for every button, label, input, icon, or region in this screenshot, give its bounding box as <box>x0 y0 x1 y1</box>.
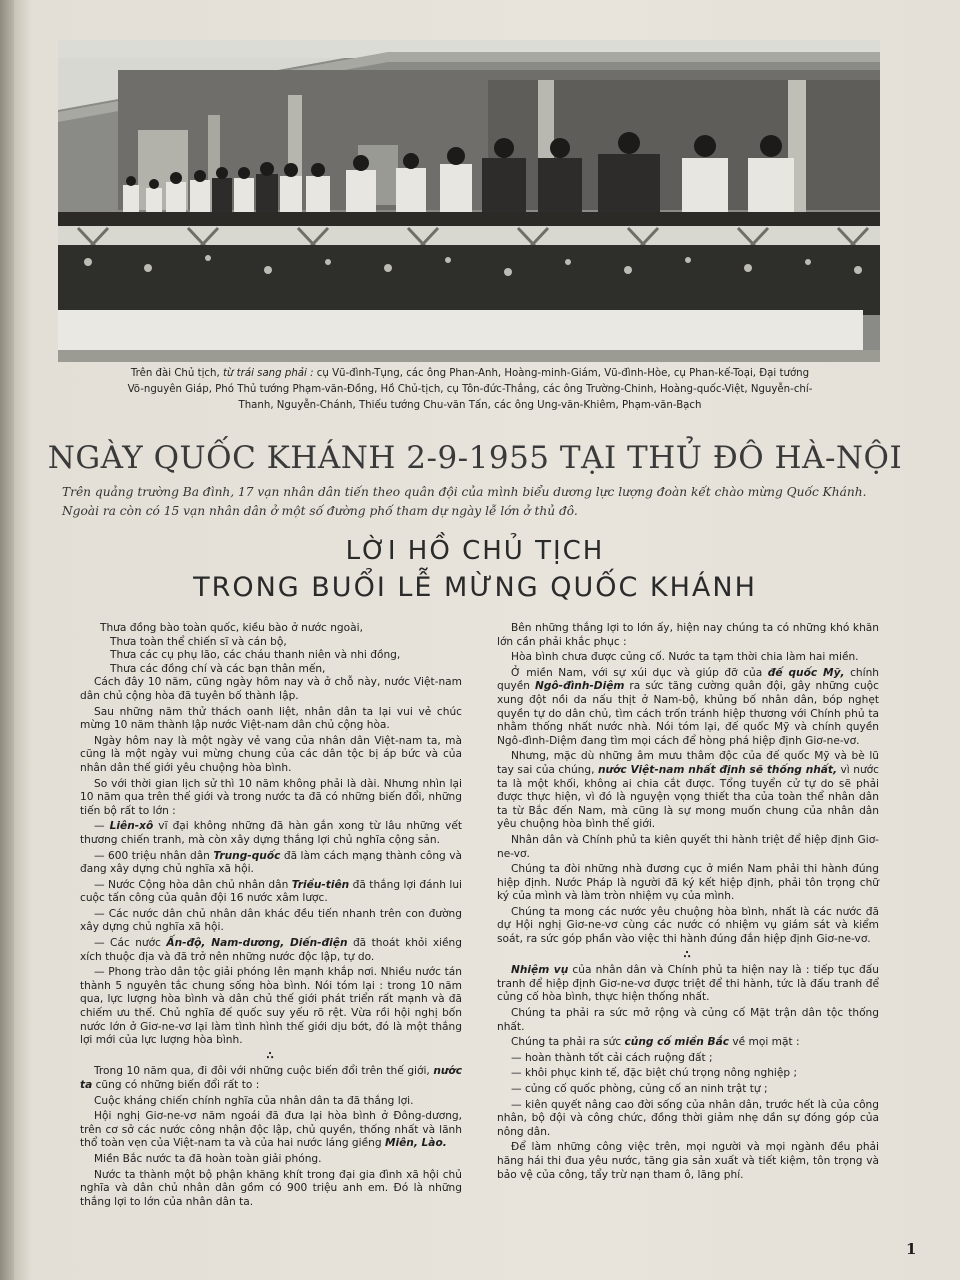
text: đã thắng lợi đánh lui cuộc tấn công của quân đội 16 nước xâm lược. <box>80 878 463 905</box>
emphasis: Triều-tiên <box>291 878 350 891</box>
left-column <box>80 622 462 1211</box>
caption-text: cụ Vũ-đình-Tụng, các ông Phan-Anh, Hoàng-minh-Giám, Vũ-đình-Hòe, cụ Phan-kế-Toại, Đại tướng <box>313 368 810 379</box>
paragraph: — Phong trào dân tộc giải phóng lên mạnh khắp nơi. Nhiều nước tán thành 5 nguyên tắc chung sống hòa bình. Nói tóm lại : trong 10 năm qua, lực lượng hòa bình và dân chủ thế giới phát triển rất mạnh và đã chiếm ưu thế. Chủ nghĩa đế quốc suy yếu rõ rệt. Vừa rồi hội nghị bốn nước lớn ở Giơ-ne-vơ lại làm tình hình thế giới dịu bớt, đó là một thắng lợi mới của lực lượng hòa bình. <box>80 966 462 1047</box>
paragraph <box>80 879 462 906</box>
text: vì nước ta là một khối, không ai chia cắt được. Tổng tuyển cử tự do sẽ phải được thực hiện, vì đó là nguyện vọng thiết tha của toàn thể nhân dân ta từ Bắc đến Nam, mà cũng là sự mong muốn chung của nhân dân yêu chuộng hòa bình thế giới. <box>497 763 879 831</box>
paragraph: Hòa bình chưa được củng cố. Nước ta tạm thời chia làm hai miền. <box>511 651 859 664</box>
paragraph: Miền Bắc nước ta đã hoàn toàn giải phóng. <box>94 1152 322 1165</box>
paragraph <box>497 667 879 749</box>
speech-title-line2: TRONG BUỔI LỄ MỪNG QUỐC KHÁNH <box>193 572 757 603</box>
bullet-item: — khôi phục kinh tế, đặc biệt chú trọng nông nghiệp ; <box>511 1067 798 1080</box>
text: cũng có những biến đổi rất to : <box>92 1079 260 1091</box>
emphasis: đế quốc Mỹ, <box>767 666 845 679</box>
caption-line: Thanh, Nguyễn-Chánh, Thiếu tướng Chu-văn Tấn, các ông Ung-văn-Khiêm, Phạm-văn-Bạch <box>238 400 702 411</box>
text: đã làm cách mạng thành công và đang xây dựng chủ nghĩa xã hội. <box>80 849 462 876</box>
emphasis: Ngô-đình-Diệm <box>534 680 625 693</box>
paragraph <box>497 750 879 832</box>
paragraph: Cuộc kháng chiến chính nghĩa của nhân dân ta đã thắng lợi. <box>94 1094 414 1107</box>
paragraph: Sau những năm thử thách oanh liệt, nhân dân ta lại vui vẻ chúc mừng 10 năm thành lập nước Việt-nam dân chủ cộng hòa. <box>80 705 462 732</box>
text: ra sức tăng cường quân đội, gây những cuộc xung đột nồi da nấu thịt ở Nam-bộ, khủng bố nhân dân, bóp nghẹt quyền tự do dân chủ, tìm cách trốn tránh hiệp thương với Chính phủ ta nhằm thống nhất nước nhà. Nói tóm lại, đế quốc Mỹ và chính quyền Ngô-đình-Diệm đang tìm mọi cách để hòng phá hiệp định Giơ-ne-vơ. <box>497 680 879 747</box>
paragraph <box>80 937 462 964</box>
subheadline: Trên quảng trường Ba đình, 17 vạn nhân dân tiến theo quân đội của mình biểu dương lực lượng đoàn kết chào mừng Quốc Khánh. Ngoài ra còn có 15 vạn nhân dân ở một số đường phố tham dự ngày lễ lớn ở thủ đô. <box>62 485 867 518</box>
text: chính quyền <box>497 666 879 693</box>
text: — Các nước <box>94 937 167 950</box>
text: Trong 10 năm qua, đi đôi với những cuộc biến đổi trên thế giới, <box>94 1065 434 1078</box>
bullet-item: — củng cố quốc phòng, củng cố an ninh trật tự ; <box>511 1083 768 1095</box>
paragraph: Nước ta thành một bộ phận khăng khít trong đại gia đình xã hội chủ nghĩa và dân chủ nhân dân gồm có 900 triệu anh em. Đó là những thắng lợi to lớn của nhân dân ta. <box>80 1168 462 1208</box>
binding-spine <box>0 0 14 1280</box>
paragraph: — Các nước dân chủ nhân dân khác đều tiến nhanh trên con đường xây dựng chủ nghĩa xã hội. <box>80 907 462 934</box>
paragraph: Bên những thắng lợi to lớn ấy, hiện nay chúng ta có những khó khăn lớn cần phải khắc phục : <box>497 622 879 648</box>
paragraph: Nhân dân và Chính phủ ta kiên quyết thi hành triệt để hiệp định Giơ-ne-vơ. <box>497 833 879 860</box>
photo-caption <box>70 366 870 414</box>
paragraph: Chúng ta đòi những nhà đương cục ở miền Nam phải thi hành đúng hiệp định. Nước Pháp là người đã ký kết hiệp định, phải tôn trọng chữ ký của mình và làm tròn nhiệm vụ của mình. <box>497 863 879 903</box>
text: Nhưng, mặc dù những âm mưu thâm độc của đế quốc Mỹ và bè lũ tay sai của chúng, <box>497 750 879 776</box>
emphasis: nước Việt-nam nhất định sẽ thống nhất, <box>597 763 838 776</box>
paragraph: So với thời gian lịch sử thì 10 năm không phải là dài. Nhưng nhìn lại 10 năm qua trên thế giới và trong nước ta đã có những biến đổi, những tiến bộ rất to lớn : <box>80 777 462 817</box>
paragraph <box>80 1065 462 1092</box>
text: về mọi mặt : <box>729 1036 800 1049</box>
emphasis: nước ta <box>80 1065 462 1091</box>
text: vĩ đại không những đã hàn gắn xong từ lâu những vết thương chiến tranh, mà còn xây dựng thắng lợi chủ nghĩa cộng sản. <box>80 820 462 846</box>
paragraph <box>80 820 462 847</box>
greeting-line: Thưa toàn thể chiến sĩ và cán bộ, <box>110 635 287 648</box>
paragraph: Ngày hôm nay là một ngày vẻ vang của nhân dân Việt-nam ta, mà cũng là một ngày vui mừng chung của các dân tộc bị áp bức và của nhân dân thế giới yêu chuộng hòa bình. <box>80 734 462 774</box>
emphasis: Nhiệm vụ <box>511 964 569 977</box>
text: Hội nghị Giơ-ne-vơ năm ngoái đã đưa lại hòa bình ở Đông-dương, trên cơ sở các nước công nhận độc lập, chủ quyền, thống nhất và lãnh thổ toàn vẹn của Việt-nam ta và của hai nước láng giềng <box>80 1110 462 1150</box>
balcony-crowd-photo <box>58 40 880 362</box>
right-column <box>497 622 879 1184</box>
emphasis: Liên-xô <box>109 820 154 833</box>
text: của nhân dân và Chính phủ ta hiện nay là : tiếp tục đấu tranh để hiệp định Giơ-ne-vơ được triệt để thi hành, tức là đấu tranh để củng cố hòa bình, thực hiện thống nhất. <box>497 964 879 1004</box>
caption-italic: từ trái sang phải : <box>222 368 314 379</box>
greeting-line: Thưa các đồng chí và các bạn thân mến, <box>110 662 326 675</box>
section-separator: ∴ <box>683 948 693 961</box>
text: — Nước Cộng hòa dân chủ nhân dân <box>94 878 292 891</box>
emphasis: Trung-quốc <box>213 849 281 862</box>
paragraph: Để làm những công việc trên, mọi người và mọi ngành đều phải hăng hái thi đua yêu nước, tăng gia sản xuất và tiết kiệm, tôn trọng và bảo vệ của công, tẩy trừ nạn tham ô, lãng phí. <box>497 1141 879 1181</box>
page-number: 1 <box>906 1240 917 1258</box>
emphasis: củng cố miền Bắc <box>624 1036 729 1049</box>
paragraph <box>80 1110 462 1151</box>
text: đã thoát khỏi xiềng xích thuộc địa và đã trở nên những nước độc lập, tự do. <box>80 937 462 963</box>
bullet-item: — hoàn thành tốt cải cách ruộng đất ; <box>511 1051 713 1064</box>
emphasis: Ấn-độ, Nam-dương, Diến-điện <box>166 937 348 950</box>
page-headline: NGÀY QUỐC KHÁNH 2-9-1955 TẠI THỦ ĐÔ HÀ-NỘI <box>47 440 903 476</box>
text: Ở miền Nam, với sự xúi dục và giúp đỡ của <box>511 666 768 679</box>
paragraph: Cách đây 10 năm, cũng ngày hôm nay và ở chỗ này, nước Việt-nam dân chủ cộng hòa đã tuyên bố thành lập. <box>80 676 462 702</box>
text: — 600 triệu nhân dân <box>94 849 214 862</box>
text: — <box>94 820 110 833</box>
greeting-line: Thưa đồng bào toàn quốc, kiều bào ở nước ngoài, <box>100 622 363 634</box>
photo-illustration <box>58 40 880 362</box>
emphasis: Miên, Lào. <box>384 1137 447 1150</box>
greeting-line: Thưa các cụ phụ lão, các cháu thanh niên và nhi đồng, <box>110 649 401 662</box>
paragraph: Chúng ta phải ra sức mở rộng và củng cố Mặt trận dân tộc thống nhất. <box>497 1007 879 1033</box>
section-separator: ∴ <box>266 1049 276 1062</box>
paragraph: Chúng ta mong các nước yêu chuộng hòa bình, nhất là các nước đã dự Hội nghị Giơ-ne-vơ cùng các nước có nhiệm vụ giám sát và kiểm soát, ra sức góp phần vào việc thi hành đúng đắn hiệp định Giơ-ne-vơ. <box>497 905 879 946</box>
paragraph <box>497 964 879 1005</box>
paragraph <box>80 850 462 877</box>
bullet-item: — kiên quyết nâng cao đời sống của nhân dân, trước hết là của công nhân, bộ đội và công chức, đồng thời giảm nhẹ dần sự đóng góp của nông dân. <box>497 1098 879 1138</box>
caption-line: Võ-nguyên Giáp, Phó Thủ tướng Phạm-văn-Đồng, Hồ Chủ-tịch, cụ Tôn-đức-Thắng, các ông Trường-Chinh, Hoàng-quốc-Việt, Nguyễn-chí- <box>127 384 813 395</box>
speech-title-line1: LỜI HỒ CHỦ TỊCH <box>345 536 605 566</box>
paragraph <box>497 1036 879 1050</box>
text: Chúng ta phải ra sức <box>511 1036 625 1049</box>
caption-text: Trên đài Chủ tịch, <box>130 368 223 379</box>
